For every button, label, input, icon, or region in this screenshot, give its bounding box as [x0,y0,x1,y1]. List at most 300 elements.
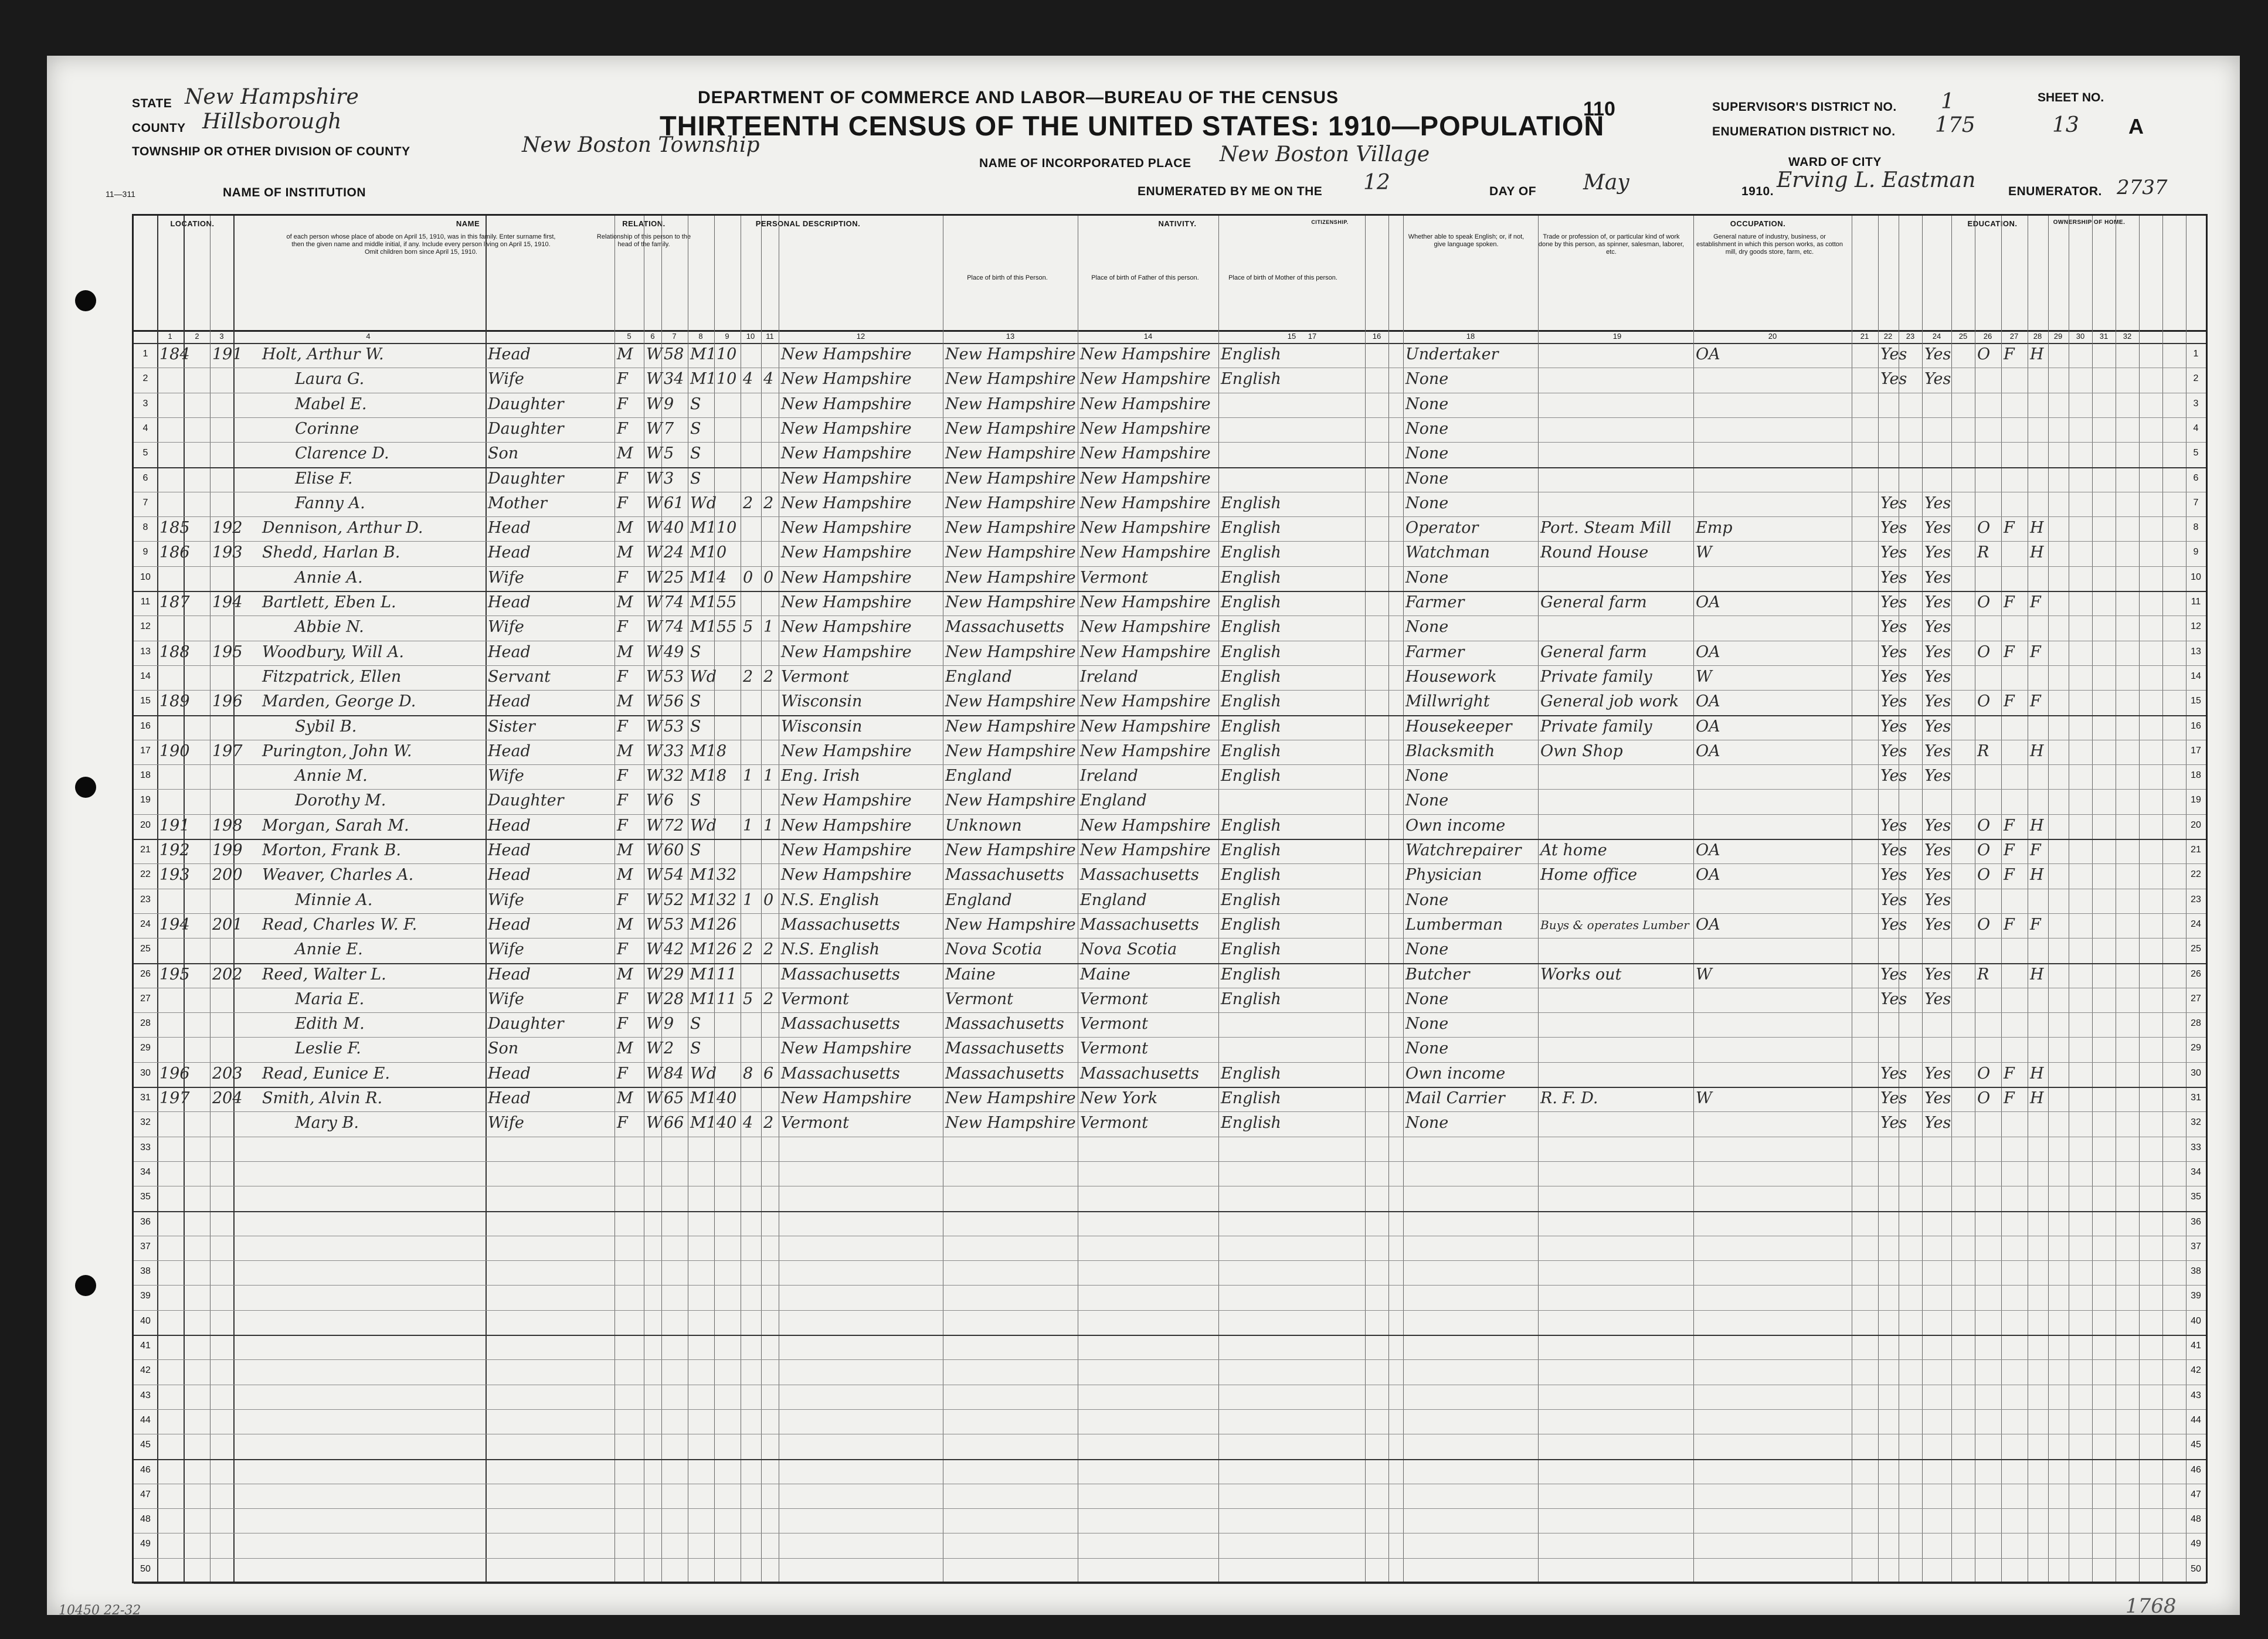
cell-write: Yes [1924,890,1951,909]
cell-birth: New Hampshire [781,791,912,810]
column-number: 11 [766,332,774,341]
cell-marital: M1 [690,593,717,611]
cell-age: 28 [664,989,684,1008]
cell-father: New Hampshire [945,1114,1076,1133]
cell-marital: M1 [690,618,717,637]
line-number: 19 [140,795,151,805]
line-number: 30 [2191,1067,2201,1078]
cell-years: 26 [717,940,737,959]
cell-age: 56 [664,692,684,711]
column-number: 23 [1906,332,1915,341]
cell-years: 8 [717,767,727,786]
cell-living: 4 [763,370,774,389]
cell-read: Yes [1880,841,1907,859]
cell-trade: None [1405,1039,1449,1058]
cell-write: Yes [1924,989,1951,1008]
cell-relation: Wife [488,940,524,959]
cell-age: 42 [664,940,684,959]
cell-father: New Hampshire [945,419,1076,438]
cell-language: English [1221,543,1281,562]
cell-name: Clarence D. [295,444,389,463]
cell-write: Yes [1924,767,1951,786]
cell-birth: New Hampshire [781,816,912,835]
cell-own: O [1977,915,1991,934]
cell-race: W [646,717,663,736]
cell-name: Smith, Alvin R. [262,1089,383,1107]
cell-age: 61 [664,494,684,512]
cell-age: 53 [664,667,684,686]
cell-home: H [2030,519,2044,538]
line-number: 33 [140,1142,151,1152]
cell-sex: M [617,345,633,363]
cell-name: Sybil B. [295,717,357,736]
line-number: 29 [2191,1043,2201,1053]
cell-trade: None [1405,890,1449,909]
line-number: 6 [142,472,148,483]
cell-age: 7 [664,419,674,438]
cell-language: English [1221,1114,1281,1133]
cell-birth: Wisconsin [781,717,863,736]
cell-name: Dennison, Arthur D. [262,519,423,538]
cell-trade: Undertaker [1405,345,1499,363]
cell-birth: New Hampshire [781,841,912,859]
cell-name: Annie E. [295,940,363,959]
cell-write: Yes [1924,618,1951,637]
cell-name: Mary B. [295,1114,359,1133]
cell-language: English [1221,1089,1281,1107]
cell-sex: F [617,1015,628,1033]
line-number: 17 [140,745,151,756]
enumerator-label: ENUMERATOR. [2008,185,2102,198]
cell-read: Yes [1880,1064,1907,1083]
cell-free: F [2004,519,2015,538]
cell-home: F [2030,692,2041,711]
cell-name: Leslie F. [295,1039,361,1058]
cell-sex: M [617,543,633,562]
cell-marital: M1 [690,866,717,885]
cell-mother: Nova Scotia [1080,940,1177,959]
cell-age: 33 [664,742,684,760]
cell-race: W [646,568,663,587]
cell-race: W [646,1089,663,1107]
line-number: 36 [2191,1216,2201,1227]
cell-industry: Round House [1540,543,1649,562]
row-divider [134,1161,2206,1162]
cell-age: 52 [664,890,684,909]
table-row [134,789,2206,814]
cell-marital: M1 [690,940,717,959]
cell-name: Marden, George D. [262,692,416,711]
cell-name: Read, Charles W. F. [262,915,417,934]
line-number: 16 [2191,720,2201,731]
cell-relation: Son [488,1039,519,1058]
cell-name: Morton, Frank B. [262,841,401,859]
table-row [134,516,2206,541]
column-number: 17 [1308,332,1317,341]
line-number: 38 [2191,1266,2201,1277]
cell-age: 72 [664,816,684,835]
cell-age: 74 [664,593,684,611]
cell-marital: S [690,1039,701,1058]
line-number: 9 [2193,547,2199,557]
line-number: 9 [142,547,148,557]
cell-marital: M1 [690,965,717,984]
head-relation: Relationship of this person to the head of the family. [596,233,691,248]
line-number: 40 [2191,1315,2201,1326]
line-number: 28 [2191,1018,2201,1029]
line-number: 45 [140,1440,151,1450]
line-number: 39 [140,1291,151,1301]
cell-father: England [945,890,1012,909]
cell-name: Fanny A. [295,494,365,512]
cell-birth: Massachusetts [781,915,900,934]
cell-father: England [945,667,1012,686]
cell-relation: Head [488,642,531,661]
cell-family: 202 [212,965,243,984]
cell-relation: Wife [488,618,524,637]
cell-race: W [646,791,663,810]
cell-own: O [1977,345,1991,363]
cell-mother: New Hampshire [1080,519,1211,538]
cell-read: Yes [1880,965,1907,984]
cell-trade: Mail Carrier [1405,1089,1505,1107]
cell-dwelling: 195 [159,965,190,984]
cell-race: W [646,345,663,363]
cell-birth: Massachusetts [781,965,900,984]
line-number: 34 [2191,1167,2201,1177]
ed-label: ENUMERATION DISTRICT NO. [1712,125,1896,138]
cell-marital: M1 [690,1089,717,1107]
cell-years: 10 [717,370,737,389]
cell-free: F [2004,841,2015,859]
row-divider [134,1359,2206,1360]
cell-living: 1 [763,767,774,786]
enumerated-label: ENUMERATED BY ME ON THE [1138,185,1323,198]
cell-write: Yes [1924,866,1951,885]
cell-age: 54 [664,866,684,885]
cell-home: F [2030,841,2041,859]
head-birthplace-father: Place of birth of Father of this person. [1091,274,1199,281]
cell-mother: Vermont [1080,989,1149,1008]
cell-race: W [646,618,663,637]
cell-name: Minnie A. [295,890,373,909]
cell-father: Massachusetts [945,1064,1064,1083]
supervisor-value: 1 [1941,90,1954,114]
line-number: 37 [140,1241,151,1252]
cell-write: Yes [1924,568,1951,587]
line-number: 10 [140,572,151,582]
line-number: 11 [140,597,151,607]
cell-marital: M1 [690,370,717,389]
cell-emp: OA [1696,717,1720,736]
cell-home: H [2030,742,2044,760]
cell-years: 26 [717,915,737,934]
cell-birth: New Hampshire [781,543,912,562]
line-number: 7 [2193,497,2199,508]
cell-father: New Hampshire [945,1089,1076,1107]
place-value: New Boston Village [1220,142,1430,166]
line-number: 23 [2191,894,2201,904]
cell-born: 2 [743,940,753,959]
line-number: 5 [2193,448,2199,458]
cell-relation: Daughter [488,419,564,438]
table-row [134,492,2206,516]
table-row [134,1087,2206,1111]
cell-father: Nova Scotia [945,940,1043,959]
cell-read: Yes [1880,717,1907,736]
cell-birth: New Hampshire [781,593,912,611]
cell-birth: New Hampshire [781,419,912,438]
cell-language: English [1221,816,1281,835]
cell-race: W [646,543,663,562]
cell-industry: General farm [1540,593,1647,611]
table-row [134,1037,2206,1062]
group-nativity: NATIVITY. [1158,219,1197,228]
line-number: 18 [2191,770,2201,781]
state-label: STATE [132,97,172,110]
cell-dwelling: 186 [159,543,190,562]
cell-sex: M [617,519,633,538]
cell-trade: None [1405,791,1449,810]
column-number: 22 [1883,332,1893,341]
cell-read: Yes [1880,618,1907,637]
cell-language: English [1221,692,1281,711]
cell-read: Yes [1880,593,1907,611]
cell-trade: None [1405,568,1449,587]
cell-dwelling: 197 [159,1089,190,1107]
column-number: 21 [1860,332,1869,341]
group-occupation: OCCUPATION. [1730,219,1786,228]
cell-trade: Own income [1405,1064,1506,1083]
cell-years: 10 [717,519,737,538]
cell-relation: Head [488,593,531,611]
cell-relation: Head [488,345,531,363]
line-number: 1 [2193,349,2199,359]
page-number: 110 [1583,98,1615,120]
cell-language: English [1221,841,1281,859]
cell-birth: New Hampshire [781,568,912,587]
cell-industry: Private family [1540,667,1652,686]
cell-marital: S [690,419,701,438]
cell-sex: M [617,841,633,859]
cell-birth: N.S. English [781,890,880,909]
cell-read: Yes [1880,866,1907,885]
cell-mother: New York [1080,1089,1158,1107]
cell-father: Unknown [945,816,1022,835]
cell-language: English [1221,965,1281,984]
line-number: 47 [2191,1489,2201,1499]
cell-birth: New Hampshire [781,866,912,885]
cell-birth: New Hampshire [781,1089,912,1107]
cell-name: Weaver, Charles A. [262,866,414,885]
year-label: 1910. [1741,185,1774,198]
cell-race: W [646,419,663,438]
cell-relation: Wife [488,370,524,389]
cell-marital: M1 [690,345,717,363]
cell-age: 34 [664,370,684,389]
cell-father: Massachusetts [945,1039,1064,1058]
cell-born: 2 [743,494,753,512]
cell-trade: Farmer [1405,642,1465,661]
cell-trade: Butcher [1405,965,1470,984]
cell-marital: M1 [690,915,717,934]
cell-mother: New Hampshire [1080,618,1211,637]
cell-own: R [1977,742,1989,760]
cell-sex: M [617,742,633,760]
cell-years: 4 [717,568,727,587]
cell-father: New Hampshire [945,444,1076,463]
line-number: 46 [140,1464,151,1475]
cell-family: 191 [212,345,243,363]
punch-hole-icon [75,1275,96,1296]
cell-write: Yes [1924,816,1951,835]
cell-dwelling: 187 [159,593,190,611]
cell-name: Annie A. [295,568,363,587]
cell-years: 11 [717,989,737,1008]
cell-age: 53 [664,717,684,736]
column-number: 6 [650,332,655,341]
cell-age: 3 [664,469,674,488]
cell-relation: Daughter [488,1015,564,1033]
cell-race: W [646,767,663,786]
cell-family: 198 [212,816,243,835]
cell-name: Annie M. [295,767,368,786]
cell-marital: Wd [690,494,717,512]
cell-name: Shedd, Harlan B. [262,543,400,562]
line-number: 17 [2191,745,2201,756]
cell-marital: M1 [690,742,717,760]
cell-living: 0 [763,890,774,909]
cell-language: English [1221,568,1281,587]
line-number: 44 [140,1414,151,1425]
line-number: 21 [2191,845,2201,855]
head-birthplace-person: Place of birth of this Person. [967,274,1048,281]
cell-relation: Head [488,543,531,562]
cell-living: 0 [763,568,774,587]
cell-industry: Private family [1540,717,1652,736]
cell-trade: Blacksmith [1405,742,1495,760]
cell-father: Massachusetts [945,618,1064,637]
line-number: 31 [2191,1093,2201,1103]
column-number: 31 [2099,332,2109,341]
cell-father: New Hampshire [945,915,1076,934]
cell-trade: Millwright [1405,692,1490,711]
table-row [134,616,2206,640]
cell-living: 2 [763,940,774,959]
cell-father: New Hampshire [945,469,1076,488]
cell-birth: Massachusetts [781,1015,900,1033]
column-number: 9 [725,332,729,341]
cell-write: Yes [1924,494,1951,512]
cell-birth: Vermont [781,989,850,1008]
cell-write: Yes [1924,642,1951,661]
line-number: 48 [140,1514,151,1525]
cell-language: English [1221,717,1281,736]
cell-years: 55 [717,618,737,637]
cell-sex: F [617,370,628,389]
cell-family: 204 [212,1089,243,1107]
cell-birth: New Hampshire [781,642,912,661]
cell-read: Yes [1880,543,1907,562]
cell-marital: M1 [690,568,717,587]
cell-father: New Hampshire [945,642,1076,661]
cell-emp: W [1696,1089,1712,1107]
row-divider [134,1310,2206,1311]
cell-industry: General job work [1540,692,1679,711]
cell-mother: Massachusetts [1080,866,1199,885]
cell-language: English [1221,890,1281,909]
line-number: 14 [140,671,151,681]
cell-race: W [646,1064,663,1083]
line-number: 26 [140,968,151,979]
cell-language: English [1221,989,1281,1008]
head-trade: Trade or profession of, or particular kind of work done by this person, as spinner, salesman, laborer, etc. [1538,233,1685,256]
cell-born: 1 [743,767,753,786]
table-row [134,591,2206,616]
cell-mother: Vermont [1080,1015,1149,1033]
cell-sex: F [617,419,628,438]
line-number: 2 [2193,373,2199,384]
line-number: 39 [2191,1291,2201,1301]
table-row [134,393,2206,417]
cell-mother: Vermont [1080,1114,1149,1133]
cell-name: Dorothy M. [295,791,386,810]
township-label: TOWNSHIP OR OTHER DIVISION OF COUNTY [132,145,410,158]
cell-father: New Hampshire [945,692,1076,711]
table-row [134,938,2206,963]
cell-language: English [1221,915,1281,934]
cell-race: W [646,370,663,389]
cell-relation: Head [488,965,531,984]
cell-mother: New Hampshire [1080,642,1211,661]
cell-marital: S [690,642,701,661]
cell-sex: F [617,767,628,786]
cell-home: F [2030,593,2041,611]
cell-race: W [646,667,663,686]
line-number: 6 [2193,472,2199,483]
cell-trade: None [1405,419,1449,438]
cell-race: W [646,494,663,512]
cell-home: F [2030,642,2041,661]
cell-sex: F [617,890,628,909]
cell-born: 1 [743,890,753,909]
table-row [134,1111,2206,1136]
cell-marital: M1 [690,543,717,562]
cell-years: 32 [717,866,737,885]
cell-industry: Works out [1540,965,1622,984]
cell-dwelling: 194 [159,915,190,934]
table-row [134,1062,2206,1087]
table-row [134,863,2206,888]
cell-home: H [2030,866,2044,885]
cell-marital: M1 [690,767,717,786]
cell-mother: Ireland [1080,767,1138,786]
cell-name: Laura G. [295,370,365,389]
cell-marital: S [690,395,701,413]
cell-father: Vermont [945,989,1014,1008]
line-number: 4 [142,423,148,433]
cell-relation: Son [488,444,519,463]
cell-relation: Head [488,1064,531,1083]
line-number: 31 [140,1093,151,1103]
cell-father: New Hampshire [945,370,1076,389]
cell-language: English [1221,345,1281,363]
cell-free: F [2004,642,2015,661]
cell-free: F [2004,593,2015,611]
cell-age: 49 [664,642,684,661]
column-number: 18 [1466,332,1475,341]
cell-sex: F [617,469,628,488]
